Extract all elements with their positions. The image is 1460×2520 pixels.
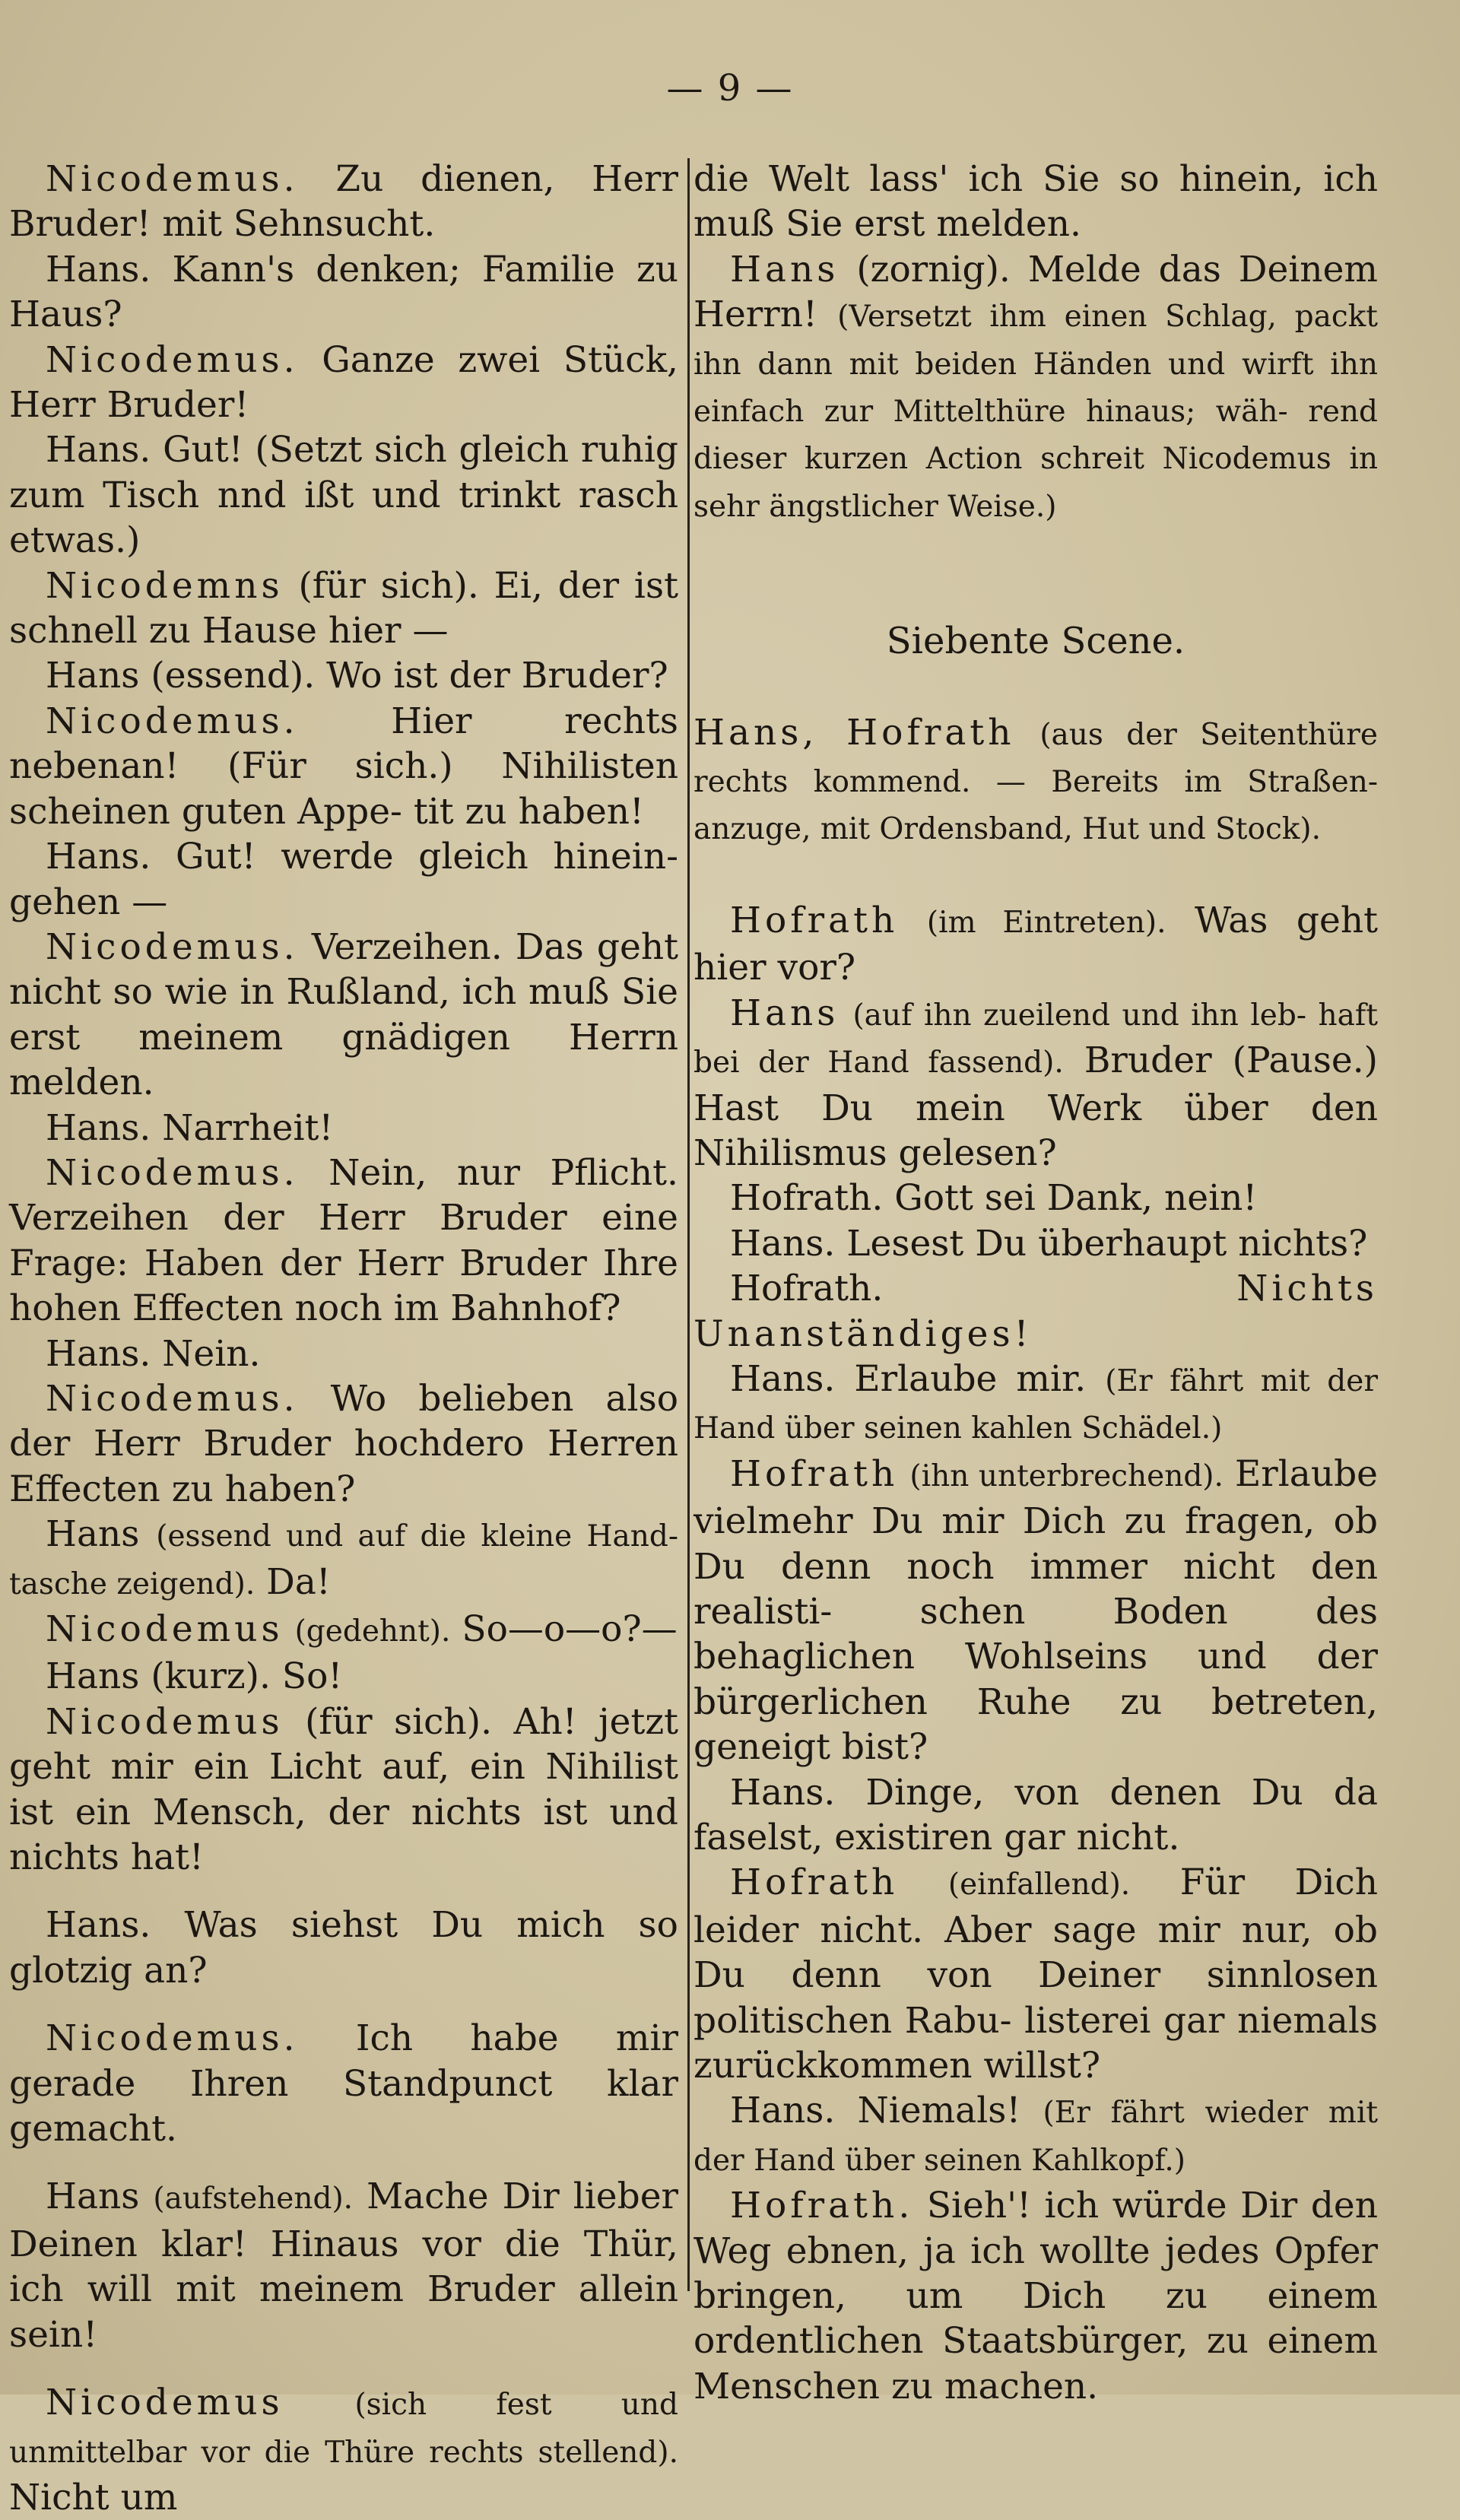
dialogue-line: Hans. Erlaube mir. (Er fährt mit der Hand über seinen kahlen Schädel.): [694, 1357, 1378, 1446]
dialogue-line: Hans. Was siehst Du mich so glotzig an?: [9, 1904, 678, 1992]
dialogue-line: Hofrath (im Eintreten). Was geht hier vor?: [694, 899, 1378, 989]
dialogue-line: Nicodemus. Wo belieben also der Herr Bruder hochdero Herren Effecten zu haben?: [9, 1377, 678, 1510]
dialogue-line: Hofrath. Sieh'! ich würde Dir den Weg ebnen, ja ich wollte jedes Opfer bringen, um Dich zu einem ordentlichen Staatsbürger, zu einem Menschen zu machen.: [694, 2185, 1378, 2407]
dialogue-line: Hans (aufstehend). Mache Dir lieber Deinen klar! Hinaus vor die Thür, ich will mit meinem Bruder allein sein!: [9, 2176, 678, 2356]
dialogue-line: Hans (essend). Wo ist der Bruder?: [46, 655, 668, 697]
dialogue-line: Nicodemus (sich fest und unmittelbar vor die Thüre rechts stellend). Nicht um: [9, 2382, 678, 2518]
left-column: [9, 157, 678, 2520]
dialogue-line: Hans. Gut! werde gleich hinein- gehen —: [9, 836, 678, 923]
dialogue-line: Hans (essend und auf die kleine Hand- tasche zeigend). Da!: [9, 1513, 678, 1603]
dialogue-line: Hans (auf ihn zueilend und ihn leb- haft bei der Hand fassend). Bruder (Pause.) Hast Du mein Werk über den Nihilismus gelesen?: [694, 992, 1379, 1174]
dialogue-line: Hans (kurz). So!: [46, 1655, 343, 1698]
continuation-text: die Welt lass' ich Sie so hinein, ich muß Sie erst melden.: [694, 158, 1378, 246]
dialogue-line: Nicodemns (für sich). Ei, der ist schnell zu Hause hier —: [9, 564, 678, 652]
dialogue-line: Nicodemus. Verzeihen. Das geht nicht so wie in Rußland, ich muß Sie erst meinem gnädigen Herrn melden.: [9, 925, 678, 1104]
dialogue-line: Nicodemus. Hier rechts nebenan! (Für sich.) Nihilisten scheinen guten Appe- tit zu haben!: [9, 700, 678, 833]
dialogue-line: Hans. Dinge, von denen Du da faselst, existiren gar nicht.: [694, 1771, 1378, 1858]
dialogue-line: Hofrath (einfallend). Für Dich leider nicht. Aber sage mir nur, ob Du denn von Deiner sinnlosen politischen Rabu- listerei gar niemals zurückkommen willst?: [694, 1861, 1378, 2087]
dialogue-line: Nicodemus. Nein, nur Pflicht. Verzeihen der Herr Bruder eine Frage: Haben der Herr Bruder Ihre hohen Effecten noch im Bahnhof?: [9, 1151, 678, 1330]
column-divider: [687, 158, 690, 2291]
scene-cast: Hans, Hofrath (aus der Seitenthüre rechts kommend. — Bereits im Straßen- anzuge, mit Ordensband, Hut und Stock).: [694, 711, 1378, 847]
dialogue-line: Hans. Niemals! (Er fährt wieder mit der Hand über seinen Kahlkopf.): [694, 2090, 1378, 2178]
spacer: [9, 1993, 678, 2016]
dialogue-line: Hofrath. Nichts Unanständiges!: [694, 1268, 1378, 1355]
dialogue-line: Hans. Narrheit!: [46, 1106, 334, 1149]
dialogue-line: Hans. Lesest Du überhaupt nichts?: [730, 1222, 1368, 1265]
spacer: [9, 2151, 678, 2174]
dialogue-line: Nicodemus. Ganze zwei Stück, Herr Bruder!: [9, 338, 678, 427]
spacer: [694, 852, 1378, 898]
dialogue-line: Hans. Nein.: [46, 1332, 261, 1375]
dialogue-line: Hans. Kann's denken; Familie zu Haus?: [9, 248, 678, 336]
dialogue-line: Hofrath (ihn unterbrechend). Erlaube vielmehr Du mir Dich zu fragen, ob Du denn noch immer nicht den realisti- schen Boden des behaglichen Wohlseins und der bürgerlichen Ruhe zu betreten, geneigt bist?: [694, 1452, 1378, 1769]
spacer: [9, 2357, 678, 2380]
scene-title: Siebente Scene.: [886, 620, 1185, 663]
dialogue-line: Hans (zornig). Melde das Deinem Herrn! (Versetzt ihm einen Schlag, packt ihn dann mit beiden Händen und wirft ihn einfach zur Mittelthüre hinaus; wäh- rend dieser kurzen Action schreit Nicodemus in sehr ängstlicher Weise.): [694, 248, 1378, 524]
dialogue-line: Nicodemus. Ich habe mir gerade Ihren Standpunct klar gemacht.: [9, 2017, 678, 2150]
dialogue-line: Hans. Gut! (Setzt sich gleich ruhig zum Tisch nnd ißt und trinkt rasch etwas.): [9, 429, 678, 562]
dialogue-line: Hofrath. Gott sei Dank, nein!: [730, 1177, 1258, 1220]
dialogue-line: Nicodemus (für sich). Ah! jetzt geht mir ein Licht auf, ein Nihilist ist ein Mensch, der nichts ist und nichts hat!: [9, 1700, 678, 1879]
right-column: [694, 157, 1378, 2409]
spacer: [9, 1880, 678, 1903]
page-number: — 9 —: [666, 67, 794, 109]
dialogue-line: Nicodemus (gedehnt). So—o—o?—: [46, 1608, 678, 1650]
dialogue-line: Nicodemus. Zu dienen, Herr Bruder! mit Sehnsucht.: [9, 158, 678, 246]
